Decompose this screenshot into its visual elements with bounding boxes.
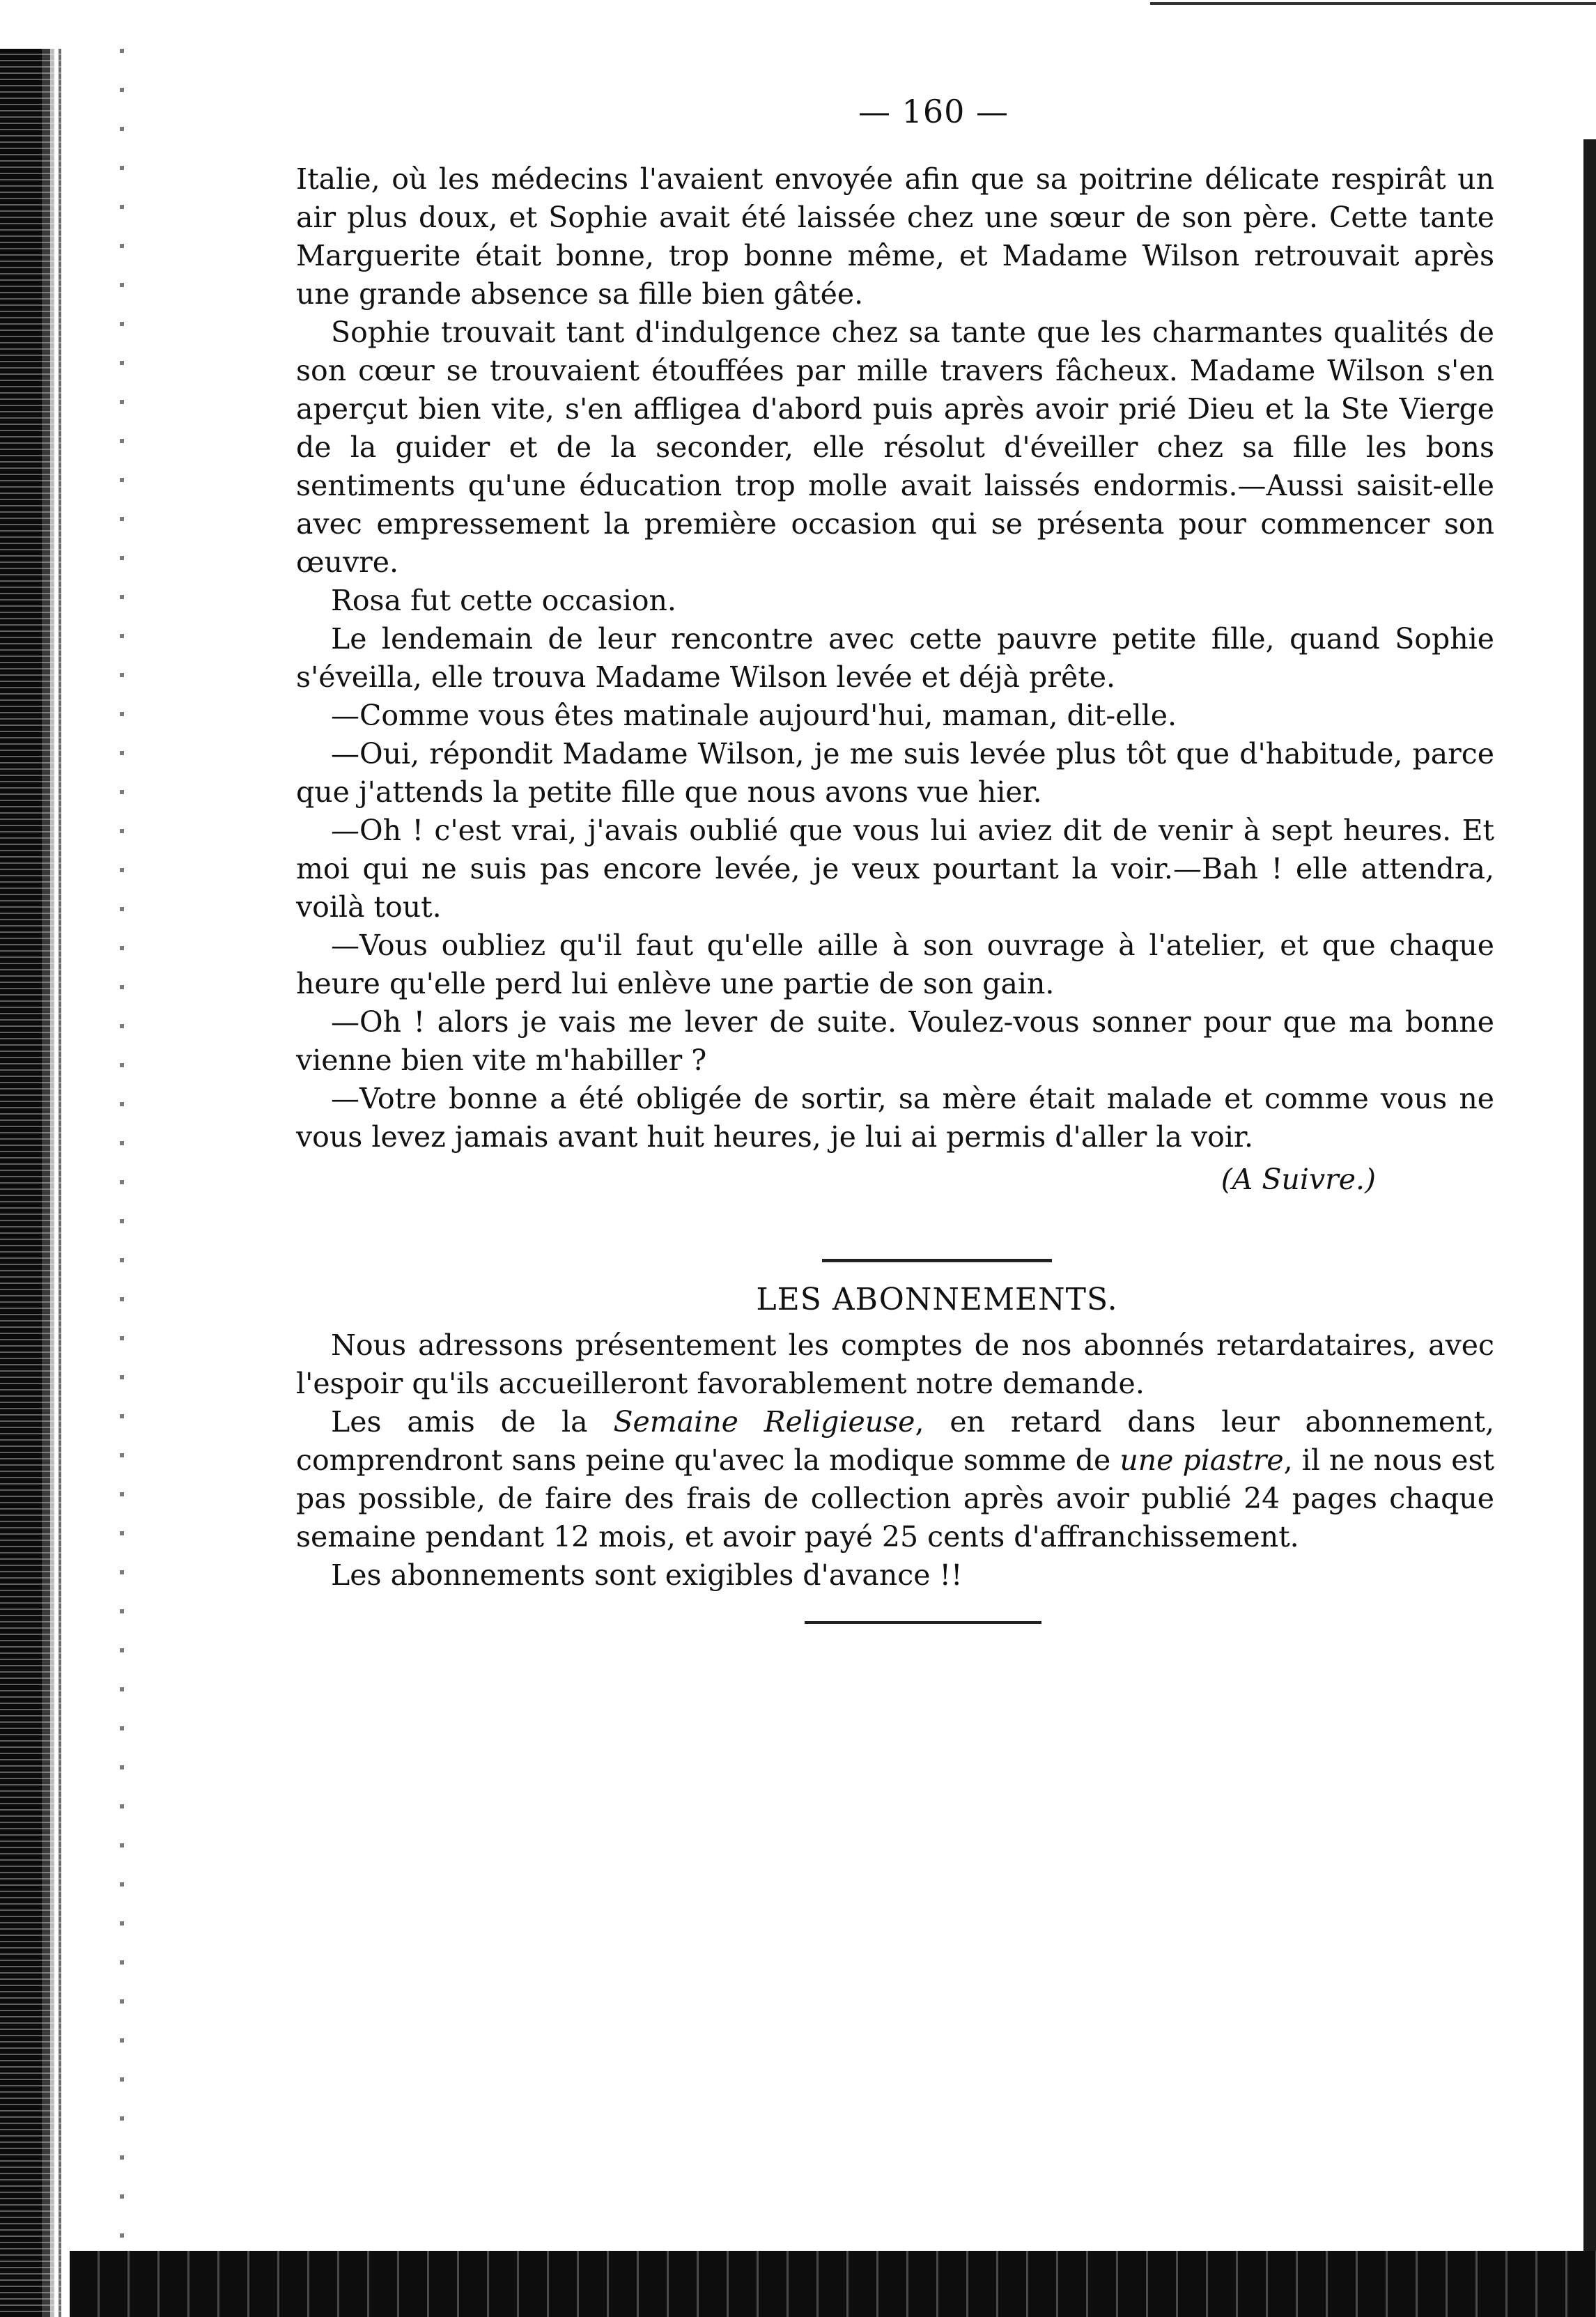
subscriptions-paragraph: Nous adressons présentement les comptes de nos abonnés retardataires, avec l'espoir qu'ils accueilleront favorablement notre demande. (296, 1328, 1494, 1400)
subscriptions-paragraph (296, 1403, 1494, 1556)
subscriptions-text (296, 1326, 1494, 1595)
story-paragraph: Rosa fut cette occasion. (331, 584, 676, 617)
scan-top-rule (1150, 0, 1596, 7)
subscriptions-paragraph: Les abonnements sont exigibles d'avance !! (331, 1558, 963, 1592)
text-run: Les amis de la (331, 1405, 614, 1439)
dialogue-paragraph: —Oh ! c'est vrai, j'avais oublié que vous lui aviez dit de venir à sept heures. Et moi qui ne suis pas encore levée, je veux pourtant la voir.—Bah ! elle attendra, voilà tout. (296, 814, 1494, 924)
dialogue-paragraph: —Comme vous êtes matinale aujourd'hui, maman, dit-elle. (331, 699, 1177, 732)
story-text (296, 160, 1494, 1156)
dialogue-paragraph: —Votre bonne a été obligée de sortir, sa mère était malade et comme vous ne vous levez jamais avant huit heures, je lui ai permis d'aller la voir. (296, 1082, 1494, 1154)
text-run: , il ne nous est pas possible, de faire des frais de collection après avoir publié 24 pages chaque semaine pendant 12 mois, et avoir payé 25 cents d'affranchissement. (296, 1443, 1495, 1553)
scan-left-binding-edge (0, 49, 80, 2317)
section-divider (822, 1259, 1052, 1262)
scan-right-edge (1581, 139, 1596, 2317)
page-number: — 160 — (858, 93, 1009, 130)
document-page (296, 91, 1494, 1624)
story-paragraph: Le lendemain de leur rencontre avec cette pauvre petite fille, quand Sophie s'éveilla, elle trouva Madame Wilson levée et déjà prête. (296, 622, 1494, 694)
dialogue-paragraph: —Vous oubliez qu'il faut qu'elle aille à son ouvrage à l'atelier, et que chaque heure qu'elle perd lui enlève une partie de son gain. (296, 929, 1494, 1000)
section-title: LES ABONNEMENTS. (756, 1282, 1118, 1317)
to-be-continued: (A Suivre.) (1221, 1163, 1376, 1196)
dialogue-paragraph: —Oui, répondit Madame Wilson, je me suis levée plus tôt que d'habitude, parce que j'attends la petite fille que nous avons vue hier. (296, 737, 1494, 809)
scan-bottom-edge (70, 2251, 1596, 2317)
text-run: , en retard dans leur abonnement, comprendront sans peine qu'avec la modique somme de (296, 1405, 1495, 1477)
story-paragraph: Italie, où les médecins l'avaient envoyée afin que sa poitrine délicate respirât un air plus doux, et Sophie avait été laissée chez une sœur de son père. Cette tante Marguerite était bonne, trop bonne même, et Madame Wilson retrouvait après une grande absence sa fille bien gâtée. (296, 162, 1494, 311)
publication-name: Semaine Religieuse (613, 1405, 915, 1439)
dialogue-paragraph: —Oh ! alors je vais me lever de suite. Voulez-vous sonner pour que ma bonne vienne bien vite m'habiller ? (296, 1005, 1494, 1077)
story-paragraph: Sophie trouvait tant d'indulgence chez sa tante que les charmantes qualités de son cœur se trouvaient étouffées par mille travers fâcheux. Madame Wilson s'en aperçut bien vite, s'en affligea d'abord puis après avoir prié Dieu et la Ste Vierge de la guider et de la seconder, elle résolut d'éveiller chez sa fille les bons sentiments qu'une éducation trop molle avait laissés endormis.—Aussi saisit-elle avec empressement la première occasion qui se présenta pour commencer son œuvre. (296, 316, 1494, 579)
scan-margin-specks (120, 49, 124, 2243)
amount: une piastre (1119, 1443, 1284, 1477)
end-divider (805, 1621, 1041, 1624)
